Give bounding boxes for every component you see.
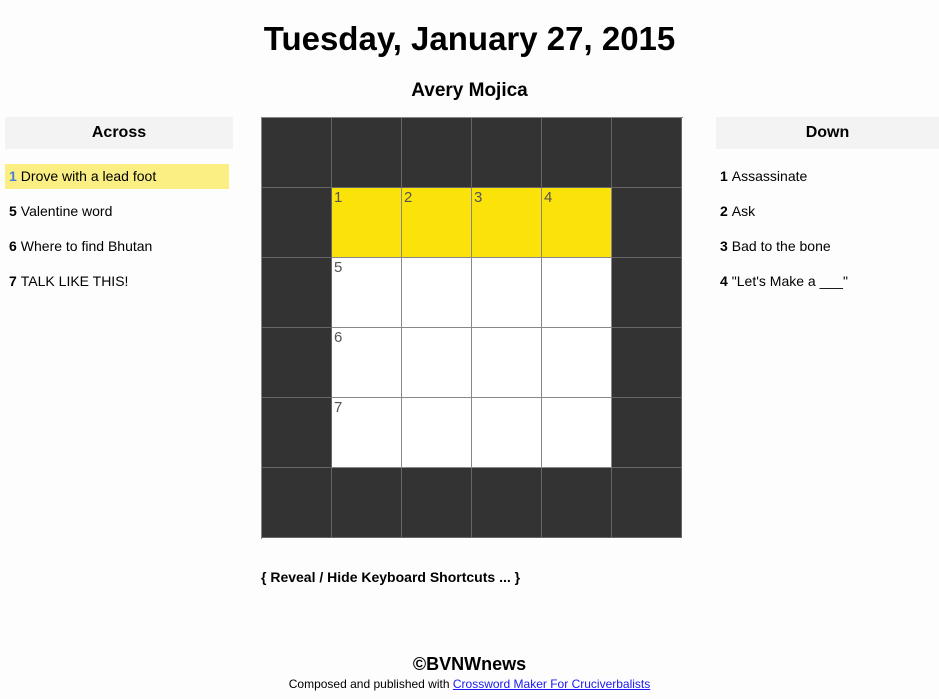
grid-cell-r4c1[interactable] <box>332 398 402 468</box>
down-clues-panel <box>716 117 939 304</box>
cell-number: 1 <box>334 189 343 206</box>
clue-number: 1 <box>720 168 728 184</box>
clue-text: Ask <box>731 203 756 219</box>
clue-number: 4 <box>720 273 728 289</box>
cell-number: 4 <box>544 189 553 206</box>
grid-cell-r4c4[interactable] <box>542 398 612 468</box>
across-clue-list <box>5 164 233 294</box>
grid-cell-r2c3[interactable] <box>472 258 542 328</box>
clue-number: 2 <box>720 203 728 219</box>
cell-number: 6 <box>334 329 343 346</box>
block-cell <box>542 468 612 538</box>
block-cell <box>262 468 332 538</box>
across-clue-1[interactable] <box>5 164 229 189</box>
block-cell <box>332 468 402 538</box>
clue-text: Where to find Bhutan <box>20 238 153 254</box>
clue-number: 3 <box>720 238 728 254</box>
grid-cell-r1c3[interactable] <box>472 188 542 258</box>
credit-prefix: Composed and published with <box>288 677 450 691</box>
grid-cell-r1c4[interactable] <box>542 188 612 258</box>
clue-number: 7 <box>9 273 17 289</box>
grid-cell-r3c1[interactable] <box>332 328 402 398</box>
block-cell <box>262 328 332 398</box>
clue-number: 5 <box>9 203 17 219</box>
clue-text: Bad to the bone <box>731 238 831 254</box>
cell-number: 2 <box>404 189 413 206</box>
block-cell <box>612 258 682 328</box>
grid-cell-r1c1[interactable] <box>332 188 402 258</box>
copyright: ©BVNWnews <box>412 654 527 674</box>
down-clue-2[interactable] <box>716 199 939 224</box>
down-clue-3[interactable] <box>716 234 939 259</box>
credit-line <box>0 676 939 692</box>
cell-number: 5 <box>334 259 343 276</box>
grid-cell-r4c2[interactable] <box>402 398 472 468</box>
across-clues-panel <box>5 117 233 304</box>
block-cell <box>472 468 542 538</box>
clue-number: 6 <box>9 238 17 254</box>
block-cell <box>262 188 332 258</box>
block-cell <box>332 118 402 188</box>
keyboard-shortcuts-toggle[interactable]: { Reveal / Hide Keyboard Shortcuts ... } <box>261 569 521 585</box>
across-clue-6[interactable] <box>5 234 229 259</box>
clue-text: Assassinate <box>731 168 808 184</box>
block-cell <box>612 188 682 258</box>
clue-text: Valentine word <box>20 203 113 219</box>
crossword-grid <box>261 117 683 539</box>
grid-cell-r3c2[interactable] <box>402 328 472 398</box>
grid-cell-r1c2[interactable] <box>402 188 472 258</box>
grid-cell-r3c4[interactable] <box>542 328 612 398</box>
block-cell <box>402 468 472 538</box>
down-clue-4[interactable] <box>716 269 939 294</box>
clue-text: TALK LIKE THIS! <box>20 273 129 289</box>
clue-text: Drove with a lead foot <box>20 168 157 184</box>
block-cell <box>612 118 682 188</box>
block-cell <box>612 398 682 468</box>
clue-number: 1 <box>9 168 17 184</box>
block-cell <box>262 398 332 468</box>
block-cell <box>612 328 682 398</box>
clue-text: "Let's Make a ___" <box>731 273 848 289</box>
author-name: Avery Mojica <box>411 80 528 101</box>
across-heading: Across <box>5 117 233 149</box>
grid-cell-r4c3[interactable] <box>472 398 542 468</box>
cell-number: 3 <box>474 189 483 206</box>
crossword-maker-link[interactable]: Crossword Maker For Cruciverbalists <box>452 677 651 691</box>
page-title: Tuesday, January 27, 2015 <box>263 20 676 57</box>
across-clue-5[interactable] <box>5 199 229 224</box>
grid-cell-r3c3[interactable] <box>472 328 542 398</box>
block-cell <box>542 118 612 188</box>
down-clue-list <box>716 164 939 294</box>
block-cell <box>612 468 682 538</box>
cell-number: 7 <box>334 399 343 416</box>
down-clue-1[interactable] <box>716 164 939 189</box>
grid-cell-r2c4[interactable] <box>542 258 612 328</box>
block-cell <box>402 118 472 188</box>
grid-cell-r2c2[interactable] <box>402 258 472 328</box>
block-cell <box>262 258 332 328</box>
block-cell <box>472 118 542 188</box>
block-cell <box>262 118 332 188</box>
down-heading: Down <box>716 117 939 149</box>
grid-cell-r2c1[interactable] <box>332 258 402 328</box>
across-clue-7[interactable] <box>5 269 229 294</box>
